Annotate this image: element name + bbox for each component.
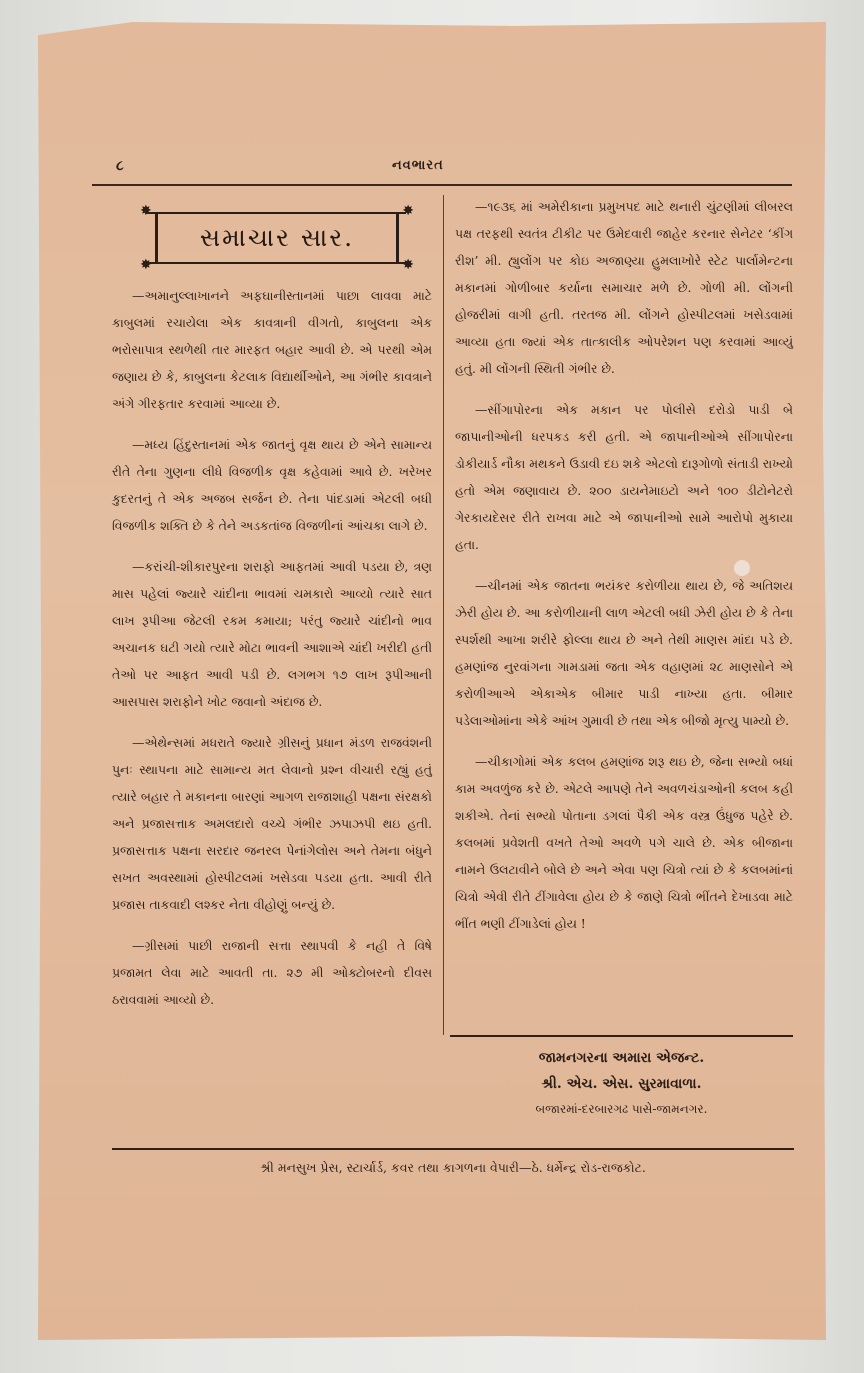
right-column	[455, 193, 793, 951]
printer-imprint: શ્રી મનસુખ પ્રેસ, સ્ટાર્ચાર્ડ, કવર તથા કાગળના વેપારી—ઠે. ધર્મેન્દ્ર રોડ-રાજકોટ.	[260, 1160, 646, 1175]
news-item: —ચીનમાં એક જાતના ભયંકર કરોળીયા થાય છે, જે અતિશય ઝેરી હોય છે. આ કરોળીયાની લાળ એટલી બધી ઝેરી હોય છે કે તેના સ્પર્શથી આખા શરીરે ફોલ્લા થાય છે અને તેથી માણસ માંદા પડે છે. હમણાંજ નુરવાંગના ગામડામાં જતા એક વહાણમાં ૨૮ માણસોને એ કરોળીઆએ એકાએક બીમાર પાડી નાખ્યા હતા. બીમાર પડેલાઓમાંના એકે આંખ ગુમાવી છે તથા એક બીજો મૃત્યુ પામ્યો છે.	[455, 578, 794, 728]
title-border-top	[146, 212, 406, 214]
star-ornament-icon: ✸	[402, 203, 414, 219]
header-rule	[92, 184, 792, 186]
column-divider	[443, 195, 444, 1035]
newspaper-title: નવભારત	[392, 158, 444, 173]
footer-rule	[112, 1148, 794, 1150]
agent-name: શ્રી. એચ. એસ. સુરમાવાળા.	[541, 1076, 702, 1092]
page-header	[92, 150, 792, 180]
news-item: —મધ્ય હિંદુસ્તાનમાં એક જાતનું વૃક્ષ થાય છે એને સામાન્ય રીતે તેના ગુણના લીધે વિજળીક વૃક્ષ કહેવામાં આવે છે. ખરેખર કુદરતનું તે એક અજબ સર્જન છે. તેના પાંદડામાં એટલી બધી વિજળીક શક્તિ છે કે તેને અડકતાંજ વિજળીનાં આંચકા લાગે છે.	[112, 437, 432, 533]
news-item: —સીંગાપોરના એક મકાન પર પોલીસે દરોડો પાડી બે જાપાનીઓની ધરપકડ કરી હતી. એ જાપાનીઓએ સીંગાપોરના ડોકીયાર્ડ નૌકા મથકને ઉડાવી દઇ શકે એટલો દારૂગોળો સંતાડી રાખ્યો હતો એમ જણાવાય છે. ૨૦૦ ડાયનેમાઇટો અને ૧૦૦ ડીટોનેટરો ગેરકાયદેસર રીતે રાખવા માટે એ જાપાનીઓ સામે આરોપો મુકાયા હતા.	[455, 402, 793, 552]
news-item: —એથેન્સમાં મધરાતે જ્યારે ગ્રીસનું પ્રધાન મંડળ રાજવંશની પુનઃ સ્થાપના માટે સામાન્ય મત લેવાનો પ્રશ્ન વીચારી રહ્યું હતું ત્યારે બહાર તે મકાનના બારણાં આગળ રાજાશાહી પક્ષના સંરક્ષકો અને પ્રજાસત્તાક અમલદારો વચ્ચે ગંભીર ઝપાઝપી થઇ હતી. પ્રજાસત્તાક પક્ષના સરદાર જનરલ પેનાંગેલોસ અને તેમના બંધુને સખત અવસ્થામાં હોસ્પીટલમાં ખસેડવા પડયા હતા. આવી રીતે પ્રજાસ તાકવાદી લશ્કર નેતા વીહોણું બન્યું છે.	[112, 735, 432, 912]
star-ornament-icon: ✸	[402, 257, 414, 273]
agent-notice	[450, 1045, 793, 1121]
news-item: —ગ્રીસમાં પાછી રાજાની સત્તા સ્થાપવી કે નહી તે વિષે પ્રજામત લેવા માટે આવતી તા. ૨૭ મી ઓક્ટોબરનો દીવસ ઠરાવવામાં આવ્યો છે.	[112, 938, 432, 1007]
page-number: ૮	[116, 158, 124, 174]
news-item: —અમાનુલ્લાખાનને અફઘાનીસ્તાનમાં પાછા લાવવા માટે કાબુલમાં રચાયેલા એક કાવત્રાની વીગતો, કાબુલના એક ભરોસાપાત્ર સ્થળેથી તાર મારફત બહાર આવી છે. એ પરથી એમ જણાય છે કે, કાબુલના કેટલાક વિદ્યાર્થીઓને, આ ગંભીર કાવત્રાને અંગે ગીરફતાર કરવામાં આવ્યા છે.	[112, 288, 432, 411]
left-column	[112, 282, 432, 1027]
news-item: —૧૯૩૬ માં અમેરીકાના પ્રમુખપદ માટે થનારી ચુંટણીમાં લીબરલ પક્ષ તરફથી સ્વતંત્ર ટીકીટ પર ઉમેદવારી જાહેર કરનાર સેનેટર ‘કીંગ રીશ’ મી. હ્યુલોંગ પર કોઇ અજાણ્યા હુમલાખોરે સ્ટેટ પાર્લામેન્ટના મકાનમાં ગોળીબાર કર્યાના સમાચાર મળે છે. ગોળી મી. લોંગની હોજરીમાં વાગી હતી. તરતજ મી. લોંગને હોસ્પીટલમાં ખસેડવામાં આવ્યા હતા જ્યાં એક તાત્કાલીક ઓપરેશન પણ કરવામાં આવ્યું હતું. મી લોંગની સ્થિતી ગંભીર છે.	[455, 199, 793, 376]
section-title: સમાચાર સાર.	[199, 223, 355, 252]
title-border-bottom	[146, 262, 406, 264]
star-ornament-icon: ✸	[140, 203, 152, 219]
agent-address: બજારમાં-દરબારગઢ પાસે-જામનગર.	[535, 1102, 708, 1116]
section-title-box	[140, 203, 414, 273]
agent-title: જામનગરના અમારા એજન્ટ.	[538, 1050, 705, 1066]
star-ornament-icon: ✸	[140, 257, 152, 273]
agent-rule	[450, 1035, 793, 1037]
news-item: —કરાંચી-શીકારપુરના શરાફો આફતમાં આવી પડયા છે, ત્રણ માસ પહેલાં જ્યારે ચાંદીના ભાવમાં ચમકારો આવ્યો ત્યારે સાત લાખ રૂપીઆ જેટલી રકમ કમાયા; પરંતુ જ્યારે ચાંદીનો ભાવ અચાનક ઘટી ગયો ત્યારે મોટા ભાવની આશાએ ચાંદી ખરીદી હતી તેઓ પર આફત આવી પડી છે. લગભગ ૧૭ લાખ રૂપીઆની આસપાસ શરાફોને ખોટ જવાનો અંદાજ છે.	[112, 559, 432, 709]
news-item: —ચીકાગોમાં એક કલબ હમણાંજ શરૂ થઇ છે, જેના સભ્યો બધાં કામ અવળુંજ કરે છે. એટલે આપણે તેને અવળચંડાઓની કલબ કહી શકીએ. તેનાં સભ્યો પોતાના ડગલાં પૈકી એક વસ્ત્ર ઉંધુજ પહેરે છે. કલબમાં પ્રવેશતી વખતે તેઓ અવળે પગે ચાલે છે. એક બીજાના નામને ઉલટાવીને બોલે છે અને એવા પણ ચિત્રો ત્યાં છે કે કલબમાંનાં ચિત્રો એવી રીતે ટીંગાવેલા હોય છે કે જાણે ચિત્રો ભીંતને દેખાડવા માટે ભીંત ભણી ટીંગાડેલાં હોય !	[455, 754, 793, 931]
